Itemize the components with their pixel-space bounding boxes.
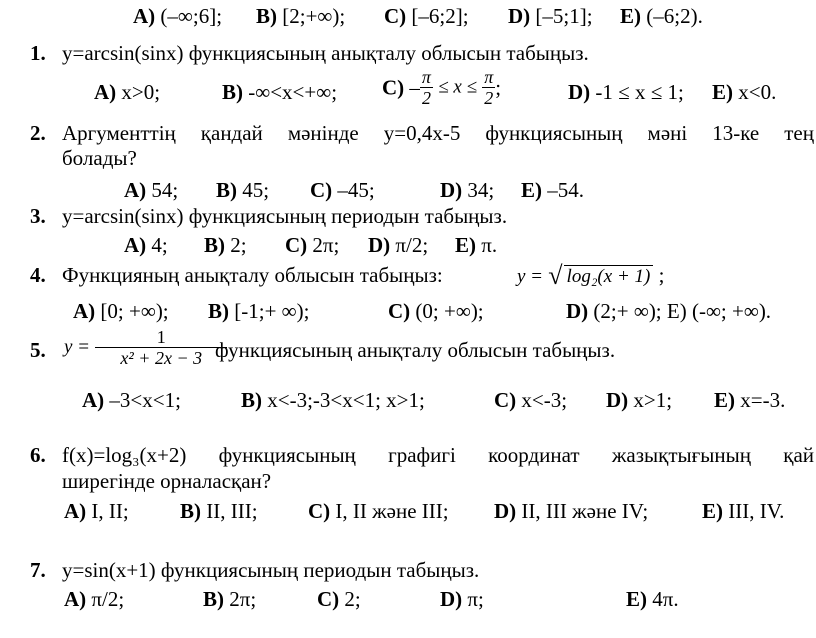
q0-option-a: A) (–∞;6]; [133, 4, 223, 28]
q7-text: y=sin(x+1) функциясының периодын табыңыз. [62, 558, 480, 582]
q6-option-a: A) I, II; [64, 499, 129, 523]
q3-option-e: E) π. [455, 233, 498, 257]
q4-option-b: B) [-1;+ ∞); [208, 299, 310, 323]
q5-stem [0, 327, 816, 383]
q3-option-b: B) 2; [204, 233, 247, 257]
q6-option-d: D) II, III және IV; [494, 499, 649, 523]
q7-number: 7. [30, 558, 46, 582]
q5-option-a: A) –3<x<1; [82, 388, 181, 412]
q5-number: 5. [30, 338, 46, 362]
q3-option-a: A) 4; [124, 233, 168, 257]
q5-option-e: E) x=-3. [714, 388, 786, 412]
q5-formula: y = $\frac{1}{\text{x² + 2x − 3}}$ [64, 327, 227, 368]
q1-option-e: E) x<0. [712, 80, 777, 104]
q2-number: 2. [30, 121, 46, 145]
q1-fraction-left: $\frac{\pi}{2}$ [421, 67, 431, 108]
q2-option-c: C) –45; [310, 178, 375, 202]
q1-option-a: A) x>0; [94, 80, 161, 104]
q6-number: 6. [30, 443, 46, 467]
q1-option-d: D) -1 ≤ x ≤ 1; [568, 80, 684, 104]
q0-option-c: C) [–6;2]; [384, 4, 469, 28]
q1-text: y=arcsin(sinx) функциясының анықталу облысын табыңыз. [62, 41, 589, 65]
q6-option-c: C) I, II және III; [308, 499, 449, 523]
q2-option-a: A) 54; [124, 178, 179, 202]
q5-option-b: B) x<-3;-3<x<1; x>1; [241, 388, 425, 412]
q6-text-line1: f(x)=log₃(x+2) функциясының графигі координат жазықтығының қай [62, 443, 814, 467]
q3-number: 3. [30, 204, 46, 228]
q6-option-b: B) II, III; [180, 499, 258, 523]
q2-text-line2: болады? [62, 146, 137, 170]
q2-option-e: E) –54. [521, 178, 584, 202]
q1-option-c: C) – $\frac{\pi}{2}$ ≤ x ≤ $\frac{\pi}{2}$ ; [382, 67, 502, 108]
q1-fraction-right: $\frac{\pi}{2}$ [484, 67, 494, 108]
q2-option-d: D) 34; [440, 178, 495, 202]
q5-text: функциясының анықталу облысын табыңыз. [215, 338, 616, 362]
q5-option-d: D) x>1; [606, 388, 673, 412]
q2-text-line1: Аргументтің қандай мәнінде у=0,4x-5 функциясының мәні 13-ке тең [62, 121, 814, 145]
q2-option-b: B) 45; [216, 178, 270, 202]
q0-option-e: E) (–6;2). [620, 4, 703, 28]
q4-option-c: C) (0; +∞); [388, 299, 484, 323]
q4-formula: y = √ log₂(x + 1) ; [517, 261, 665, 290]
q1-number: 1. [30, 41, 46, 65]
q7-option-b: B) 2π; [203, 587, 257, 611]
q3-option-c: C) 2π; [285, 233, 340, 257]
q4-text: Функцияның анықталу облысын табыңыз: [62, 263, 443, 287]
q4-stem [0, 262, 816, 292]
q1-option-b: B) -∞<x<+∞; [222, 80, 338, 104]
q7-option-c: C) 2; [317, 587, 361, 611]
q7-option-a: A) π/2; [64, 587, 125, 611]
q0-option-d: D) [–5;1]; [508, 4, 593, 28]
q3-text: y=arcsin(sinx) функциясының периодын табыңыз. [62, 204, 508, 228]
q3-option-d: D) π/2; [368, 233, 429, 257]
q4-option-a: A) [0; +∞); [73, 299, 169, 323]
q4-option-d: D) (2;+ ∞); E) (-∞; +∞). [566, 299, 772, 323]
q6-text-line2: ширегінде орналасқан? [62, 469, 272, 493]
q4-number: 4. [30, 263, 46, 287]
q7-option-e: E) 4π. [626, 587, 679, 611]
q7-option-d: D) π; [440, 587, 484, 611]
q6-option-e: E) III, IV. [702, 499, 785, 523]
q0-option-b: B) [2;+∞); [256, 4, 346, 28]
q5-option-c: C) x<-3; [494, 388, 568, 412]
q5-fraction: $\frac{1}{\text{x² + 2x − 3}}$ [95, 327, 227, 368]
